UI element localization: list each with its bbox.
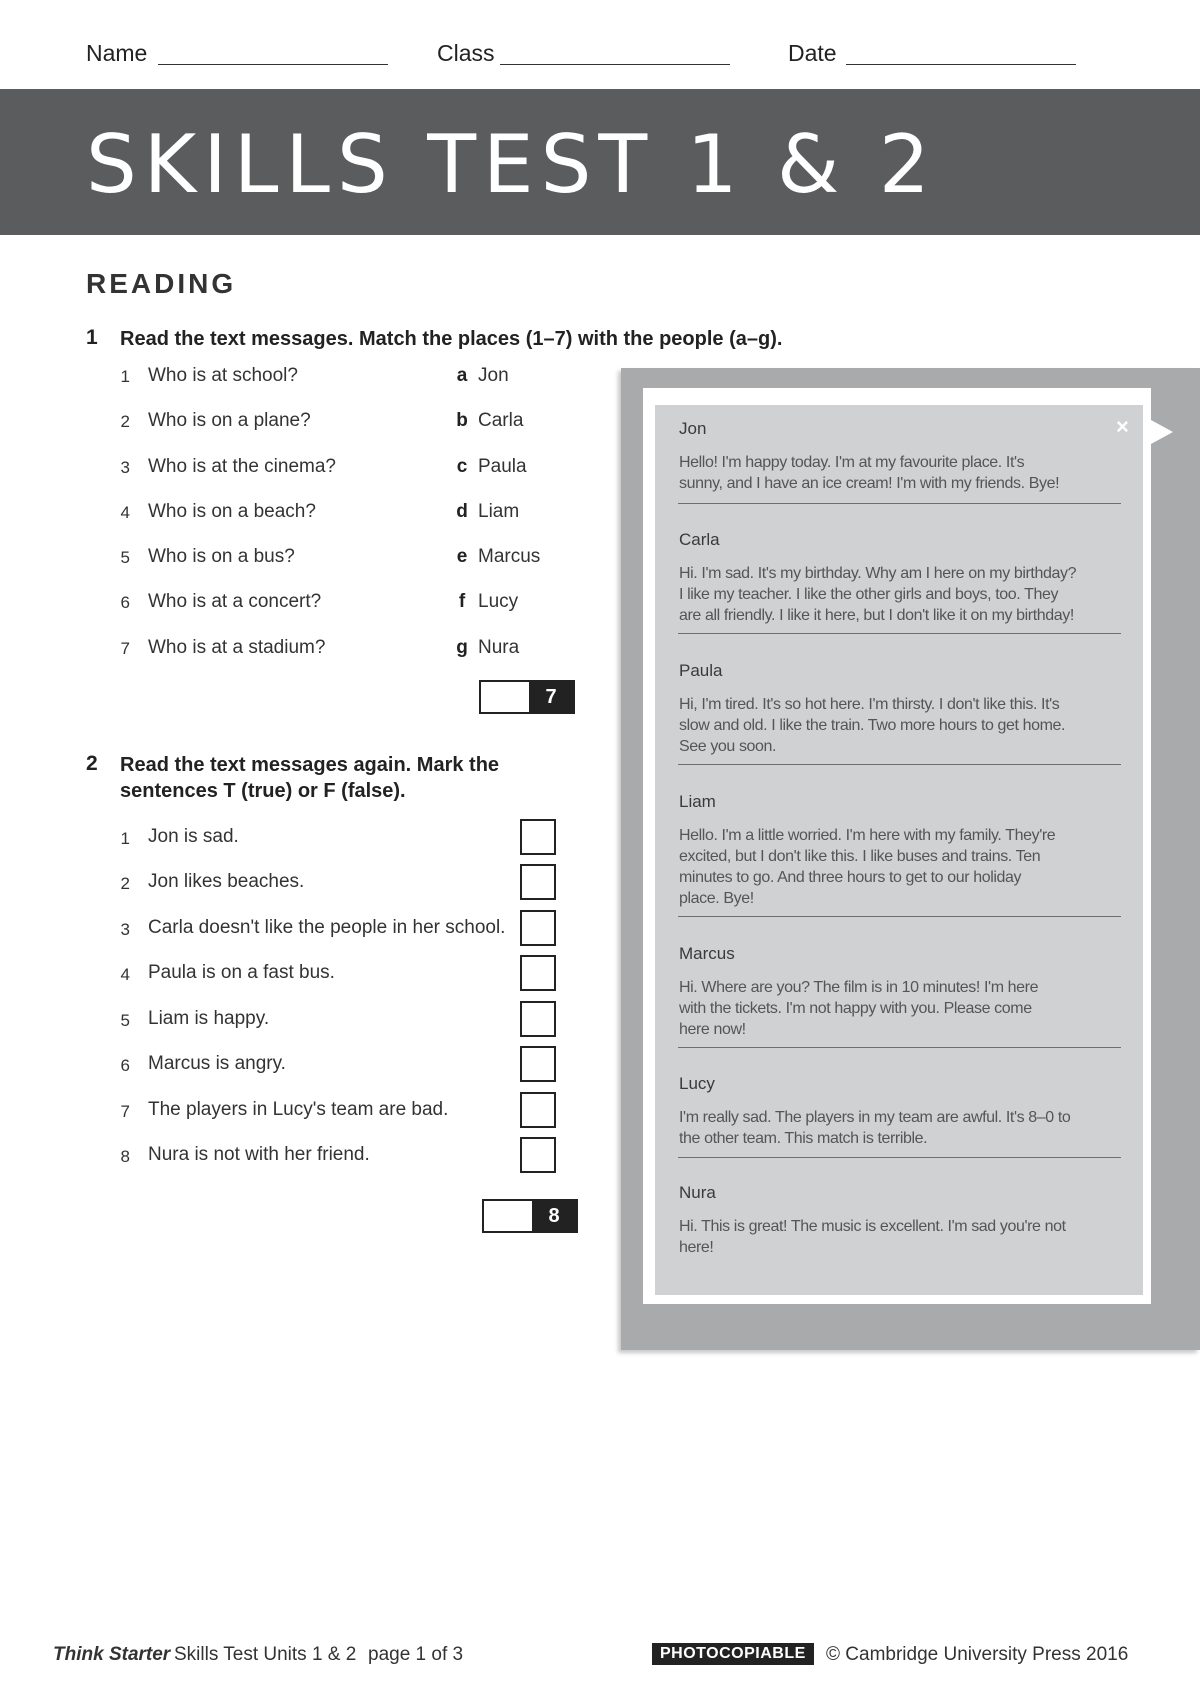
q1-item-text: Who is at school? [148,365,298,386]
message-sender: Jon [679,419,707,438]
q2-item-text: Carla doesn't like the people in her school. [148,917,506,938]
message-sender: Marcus [679,944,735,963]
q2-instruction-line1: Read the text messages again. Mark the [120,754,500,776]
q2-score-box[interactable] [482,1199,578,1233]
q1-item-number: 4 [120,503,130,522]
message-body: Hi. I'm sad. It's my birthday. Why am I here on my birthday? I like my teacher. I like the other girls and boys, too. They are all friendly. I like it here, but I don't like it on my birthday! [679,565,1077,624]
q2-item-number: 8 [120,1147,130,1166]
q1-item-number: 5 [120,548,130,567]
message-body: Hello. I'm a little worried. I'm here with my family. They're excited, but I don't like this. I like buses and trains. Ten minutes to go. And three hours to get to our holiday place. Bye! [679,827,1056,907]
name-field[interactable] [158,64,388,65]
q2-item-text: Jon is sad. [148,826,239,847]
option-name: Lucy [478,591,519,612]
q1-instruction: Read the text messages. Match the places (1–7) with the people (a–g). [120,328,783,350]
message-sender: Carla [679,530,720,549]
option-name: Liam [478,501,520,522]
q2-item-number: 3 [120,920,130,939]
option-letter: g [456,637,468,658]
message-divider [678,1157,1121,1158]
option-name: Nura [478,637,520,658]
footer-test-name: Skills Test Units 1 & 2 [174,1644,357,1665]
footer-page-number: page 1 of 3 [368,1644,464,1665]
q2-item-number: 6 [120,1056,130,1075]
name-label: Name [86,40,148,66]
q2-item-number: 2 [120,874,130,893]
q1-item-number: 3 [120,458,130,477]
footer-copyright: © Cambridge University Press 2016 [826,1644,1129,1665]
date-field[interactable] [846,64,1076,65]
q1-number: 1 [86,326,98,349]
option-letter: e [456,546,468,567]
q1-item-text: Who is at a concert? [148,591,322,612]
q2-item-text: Marcus is angry. [148,1053,286,1074]
q2-answer-box[interactable] [520,1137,556,1173]
q2-answer-box[interactable] [520,910,556,946]
option-letter: d [456,501,468,522]
q1-item-number: 2 [120,412,130,431]
q2-answer-box[interactable] [520,864,556,900]
close-icon[interactable]: × [1116,414,1129,439]
section-title: READING [86,268,237,299]
q1-score-box[interactable] [479,680,575,714]
message-body: Hi. This is great! The music is excellent. I'm sad you're not here! [679,1218,1066,1256]
q2-answer-box[interactable] [520,819,556,855]
footer-brand: Think Starter [53,1644,171,1665]
q2-item-number: 4 [120,965,130,984]
q2-answer-box[interactable] [520,1046,556,1082]
photocopiable-badge: PHOTOCOPIABLE [652,1643,814,1665]
q2-item-text: Paula is on a fast bus. [148,962,335,983]
q1-item-number: 6 [120,593,130,612]
q2-item-text: Nura is not with her friend. [148,1144,370,1165]
q2-item-text: Liam is happy. [148,1008,270,1029]
option-letter: a [456,365,468,386]
message-body: Hello! I'm happy today. I'm at my favourite place. It's sunny, and I have an ice cream! I'm with my friends. Bye! [679,454,1060,492]
message-body: I'm really sad. The players in my team are awful. It's 8–0 to the other team. This match is terrible. [679,1109,1071,1147]
option-name: Jon [478,365,509,386]
date-label: Date [788,40,837,66]
q1-item-text: Who is at a stadium? [148,637,326,658]
option-letter: f [458,591,466,612]
message-body: Hi. Where are you? The film is in 10 minutes! I'm here with the tickets. I'm not happy with you. Please come here now! [679,979,1039,1038]
q2-score-total: 8 [532,1201,576,1231]
q2-number: 2 [86,752,98,775]
option-name: Carla [478,410,524,431]
q2-answer-box[interactable] [520,955,556,991]
q2-instruction-line2: sentences T (true) or F (false). [120,780,406,802]
panel-arrow-icon [1151,420,1173,444]
q1-item-text: Who is at the cinema? [148,456,336,477]
message-sender: Liam [679,792,716,811]
q1-item-number: 1 [120,367,130,386]
q2-item-number: 7 [120,1102,130,1121]
message-divider [678,503,1121,504]
class-field[interactable] [500,64,730,65]
q2-answer-box[interactable] [520,1092,556,1128]
option-letter: c [456,456,468,477]
q1-score-total: 7 [529,682,573,712]
q2-answer-box[interactable] [520,1001,556,1037]
message-sender: Paula [679,661,723,680]
q1-item-text: Who is on a beach? [148,501,316,522]
page-title: SKILLS TEST 1 & 2 [86,118,937,211]
q2-item-text: The players in Lucy's team are bad. [148,1099,449,1120]
message-divider [678,764,1121,765]
message-sender: Nura [679,1183,716,1202]
message-body: Hi, I'm tired. It's so hot here. I'm thirsty. I don't like this. It's slow and old. I like the train. Two more hours to get home. See you soon. [679,696,1066,755]
option-name: Paula [478,456,527,477]
q1-item-text: Who is on a plane? [148,410,311,431]
class-label: Class [437,40,495,66]
q2-item-number: 5 [120,1011,130,1030]
option-name: Marcus [478,546,541,567]
q2-item-number: 1 [120,829,130,848]
q1-item-number: 7 [120,639,130,658]
q2-item-text: Jon likes beaches. [148,871,305,892]
message-divider [678,633,1121,634]
message-divider [678,1047,1121,1048]
message-sender: Lucy [679,1074,715,1093]
message-divider [678,916,1121,917]
option-letter: b [456,410,468,431]
q1-item-text: Who is on a bus? [148,546,295,567]
